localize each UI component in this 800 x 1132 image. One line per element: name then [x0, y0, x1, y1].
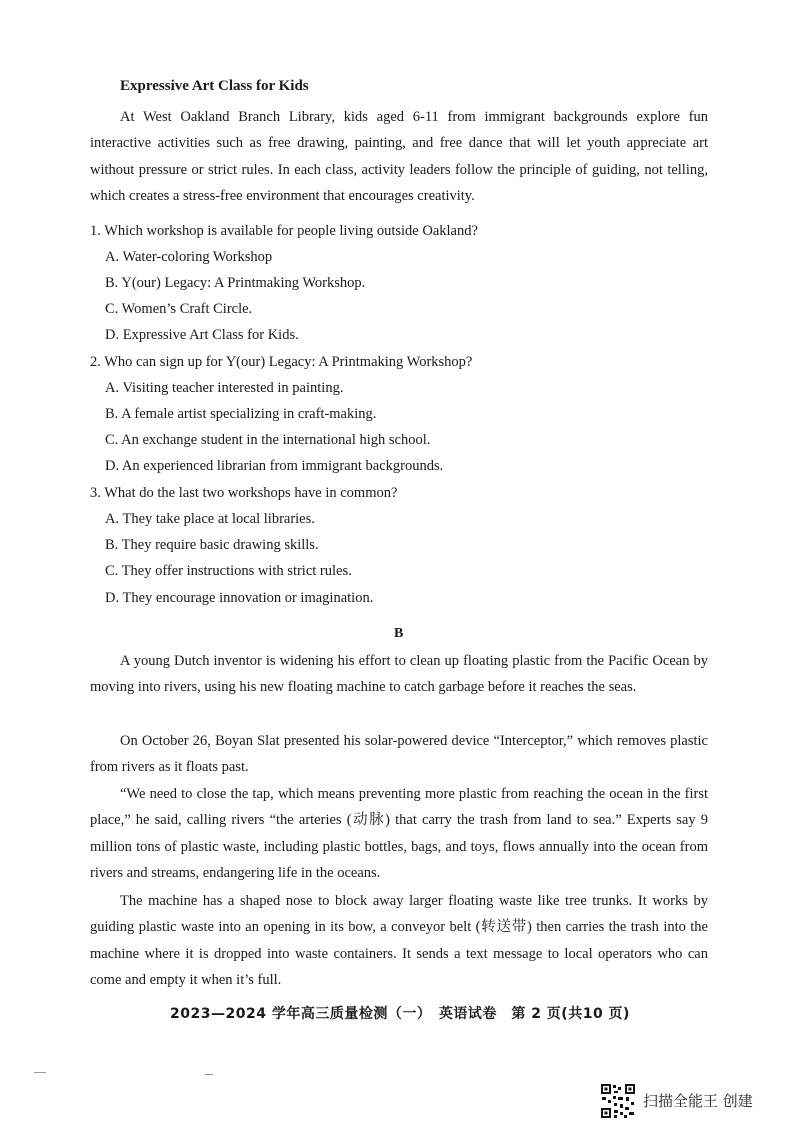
q2-option-d: D. An experienced librarian from immigrant backgrounds.: [105, 458, 444, 474]
page-footer: 2023—2024 学年高三质量检测（一） 英语试卷 第 2 页(共10 页): [170, 1006, 630, 1022]
section-b-paragraph-3: “We need to close the tap, which means preventing more plastic from reaching the ocean in the first place,” he said, calling rivers “the arteries (动脉) that carry the trash from land to sea.” Experts say 9 million tons of plastic waste, including plastic bottles, bags, and toys, flows annually into the ocean from rivers and streams, endangering life in the oceans.: [90, 786, 708, 881]
section-b-heading: B: [394, 626, 404, 641]
q2-option-c: C. An exchange student in the international high school.: [105, 432, 431, 448]
q3-option-a: A. They take place at local libraries.: [105, 511, 315, 527]
q2-option-b: B. A female artist specializing in craft-making.: [105, 406, 377, 422]
section-b-paragraph-4: The machine has a shaped nose to block away larger floating waste like tree trunks. It works by guiding plastic waste into an opening in its bow, a conveyor belt (转送带) then carries the trash into the machine where it is dropped into waste containers. It sends a text message to local operators who can come and empty it when it’s full.: [90, 893, 708, 988]
q1-option-c: C. Women’s Craft Circle.: [105, 301, 253, 317]
q1-option-d: D. Expressive Art Class for Kids.: [105, 327, 299, 343]
question-3: 3. What do the last two workshops have in common?: [90, 485, 398, 501]
scanner-watermark: 扫描全能王 创建: [643, 1092, 753, 1110]
q1-option-b: B. Y(our) Legacy: A Printmaking Workshop.: [105, 275, 366, 291]
question-1: 1. Which workshop is available for people living outside Oakland?: [90, 223, 478, 239]
section-b-paragraph-1: A young Dutch inventor is widening his effort to clean up floating plastic from the Pacific Ocean by moving into rivers, using his new floating machine to catch garbage before it reaches the seas.: [90, 653, 708, 696]
qr-code-icon: [600, 1083, 636, 1119]
q1-option-a: A. Water-coloring Workshop: [105, 249, 273, 265]
intro-paragraph: At West Oakland Branch Library, kids aged 6-11 from immigrant backgrounds explore fun interactive activities such as free drawing, painting, and free dance that will let youth appreciate art without pressure or strict rules. In each class, activity leaders follow the principle of guiding, not telling, which creates a stress-free environment that encourages creativity.: [90, 109, 708, 204]
section-b-paragraph-2: On October 26, Boyan Slat presented his solar-powered device “Interceptor,” which removes plastic from rivers as it floats past.: [90, 733, 708, 776]
scan-speck: [34, 1072, 46, 1073]
section-title: Expressive Art Class for Kids: [120, 78, 309, 94]
q3-option-d: D. They encourage innovation or imagination.: [105, 590, 374, 606]
q3-option-b: B. They require basic drawing skills.: [105, 537, 319, 553]
q2-option-a: A. Visiting teacher interested in painting.: [105, 380, 344, 396]
q3-option-c: C. They offer instructions with strict rules.: [105, 563, 352, 579]
question-2: 2. Who can sign up for Y(our) Legacy: A Printmaking Workshop?: [90, 354, 473, 370]
scan-speck: [205, 1074, 213, 1075]
